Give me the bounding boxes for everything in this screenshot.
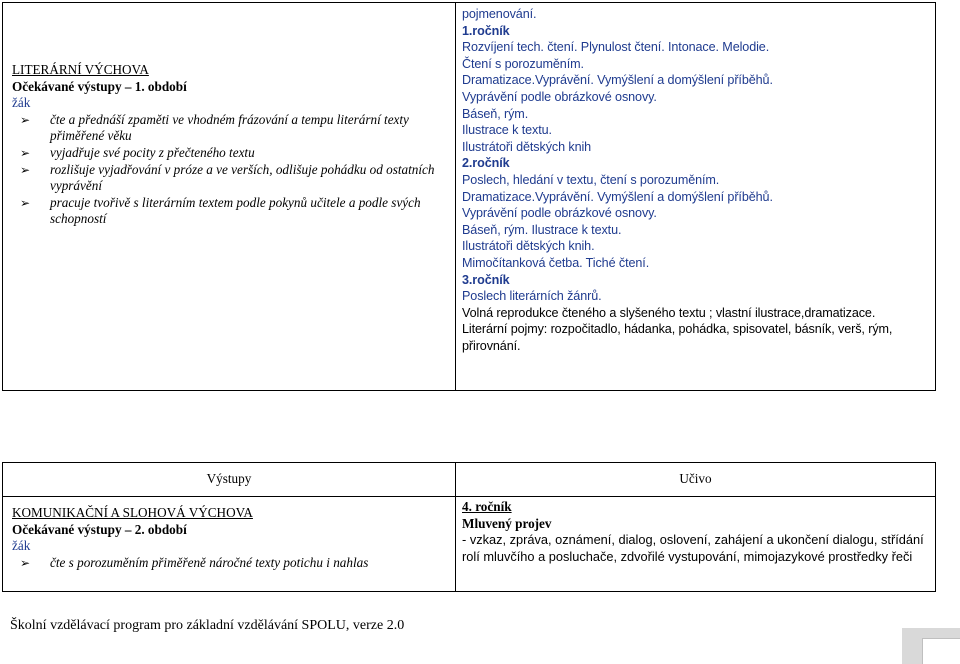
- text-line: Ilustrace k textu.: [462, 123, 552, 138]
- outputs-cell: [12, 62, 450, 228]
- grade-heading: 3.ročník: [462, 272, 510, 287]
- list-item: ➢ čte s porozuměním přiměřeně náročné texty potichu i nahlas: [20, 554, 369, 570]
- page-corner-decoration: [902, 628, 960, 664]
- expected-outputs-heading: Očekávané výstupy – 1. období: [12, 78, 187, 94]
- arrowhead-bullet-icon: ➢: [20, 112, 31, 127]
- arrowhead-bullet-icon: ➢: [20, 195, 31, 210]
- outputs-list: [12, 112, 450, 228]
- curriculum-column-header: Učivo: [679, 471, 712, 486]
- text-line: Volná reprodukce čteného a slyšeného textu ; vlastní ilustrace,dramatizace.: [462, 305, 876, 320]
- outputs-list: [12, 555, 450, 572]
- text-line: Literární pojmy: rozpočitadlo, hádanka, pohádka, spisovatel, básník, verš, rým, přirovnání.: [462, 322, 893, 353]
- grade-heading: 4. ročník: [462, 499, 512, 514]
- text-line: Vyprávění podle obrázkové osnovy.: [462, 89, 657, 104]
- literary-education-table: [2, 2, 936, 391]
- communication-table: [2, 462, 936, 592]
- arrowhead-bullet-icon: ➢: [20, 145, 31, 160]
- outputs-column-header: Výstupy: [206, 471, 252, 486]
- text-line: Ilustrátoři dětských knih.: [462, 239, 595, 254]
- section-title: KOMUNIKAČNÍ A SLOHOVÁ VÝCHOVA: [12, 505, 253, 520]
- outputs-cell: [12, 505, 450, 571]
- text-line: Poslech, hledání v textu, čtení s porozuměním.: [462, 172, 720, 187]
- text-line: Ilustrátoři dětských knih: [462, 139, 592, 154]
- arrowhead-bullet-icon: ➢: [20, 555, 31, 570]
- pupil-label: žák: [12, 95, 31, 111]
- text-line: Mimočítanková četba. Tiché čtení.: [462, 255, 650, 270]
- text-line: Čtení s porozuměním.: [462, 56, 584, 71]
- list-item: ➢ čte a přednáší zpaměti ve vhodném frázování a tempu literární texty přiměřené věku: [20, 111, 409, 144]
- list-item: ➢ rozlišuje vyjadřování v próze a ve verších, odlišuje pohádku od ostatních vyprávění: [20, 161, 435, 194]
- text-line: Báseň, rým.: [462, 106, 529, 121]
- column-divider: [455, 3, 456, 390]
- curriculum-text: - vzkaz, zpráva, oznámení, dialog, oslovení, zahájení a ukončení dialogu, střídání rolí mluvčího a posluchače, zdvořilé vystupování, mimojazykové prostředky řeči: [462, 532, 924, 564]
- text-line: Dramatizace.Vyprávění. Vymýšlení a domýšlení příběhů.: [462, 189, 773, 204]
- list-item: ➢ vyjadřuje své pocity z přečteného textu: [20, 144, 255, 160]
- section-title: LITERÁRNÍ VÝCHOVA: [12, 62, 149, 77]
- curriculum-cell: [462, 499, 932, 565]
- text-line: Poslech literárních žánrů.: [462, 289, 602, 304]
- arrowhead-bullet-icon: ➢: [20, 162, 31, 177]
- expected-outputs-heading: Očekávané výstupy – 2. období: [12, 521, 187, 537]
- topic-heading: Mluvený projev: [462, 515, 552, 531]
- curriculum-cell: [462, 6, 932, 354]
- text-line: Rozvíjení tech. čtení. Plynulost čtení. Intonace. Melodie.: [462, 40, 770, 55]
- header-divider: [3, 496, 935, 497]
- grade-heading: 2.ročník: [462, 156, 510, 171]
- text-line: Vyprávění podle obrázkové osnovy.: [462, 206, 657, 221]
- pupil-label: žák: [12, 538, 31, 554]
- text-line: Báseň, rým. Ilustrace k textu.: [462, 222, 622, 237]
- text-line: Dramatizace.Vyprávění. Vymýšlení a domýšlení příběhů.: [462, 73, 773, 88]
- grade-heading: 1.ročník: [462, 23, 510, 38]
- text-line: pojmenování.: [462, 7, 537, 21]
- document-footer: Školní vzdělávací program pro základní vzdělávání SPOLU, verze 2.0: [10, 618, 405, 633]
- list-item: ➢ pracuje tvořivě s literárním textem podle pokynů učitele a podle svých schopností: [20, 194, 421, 227]
